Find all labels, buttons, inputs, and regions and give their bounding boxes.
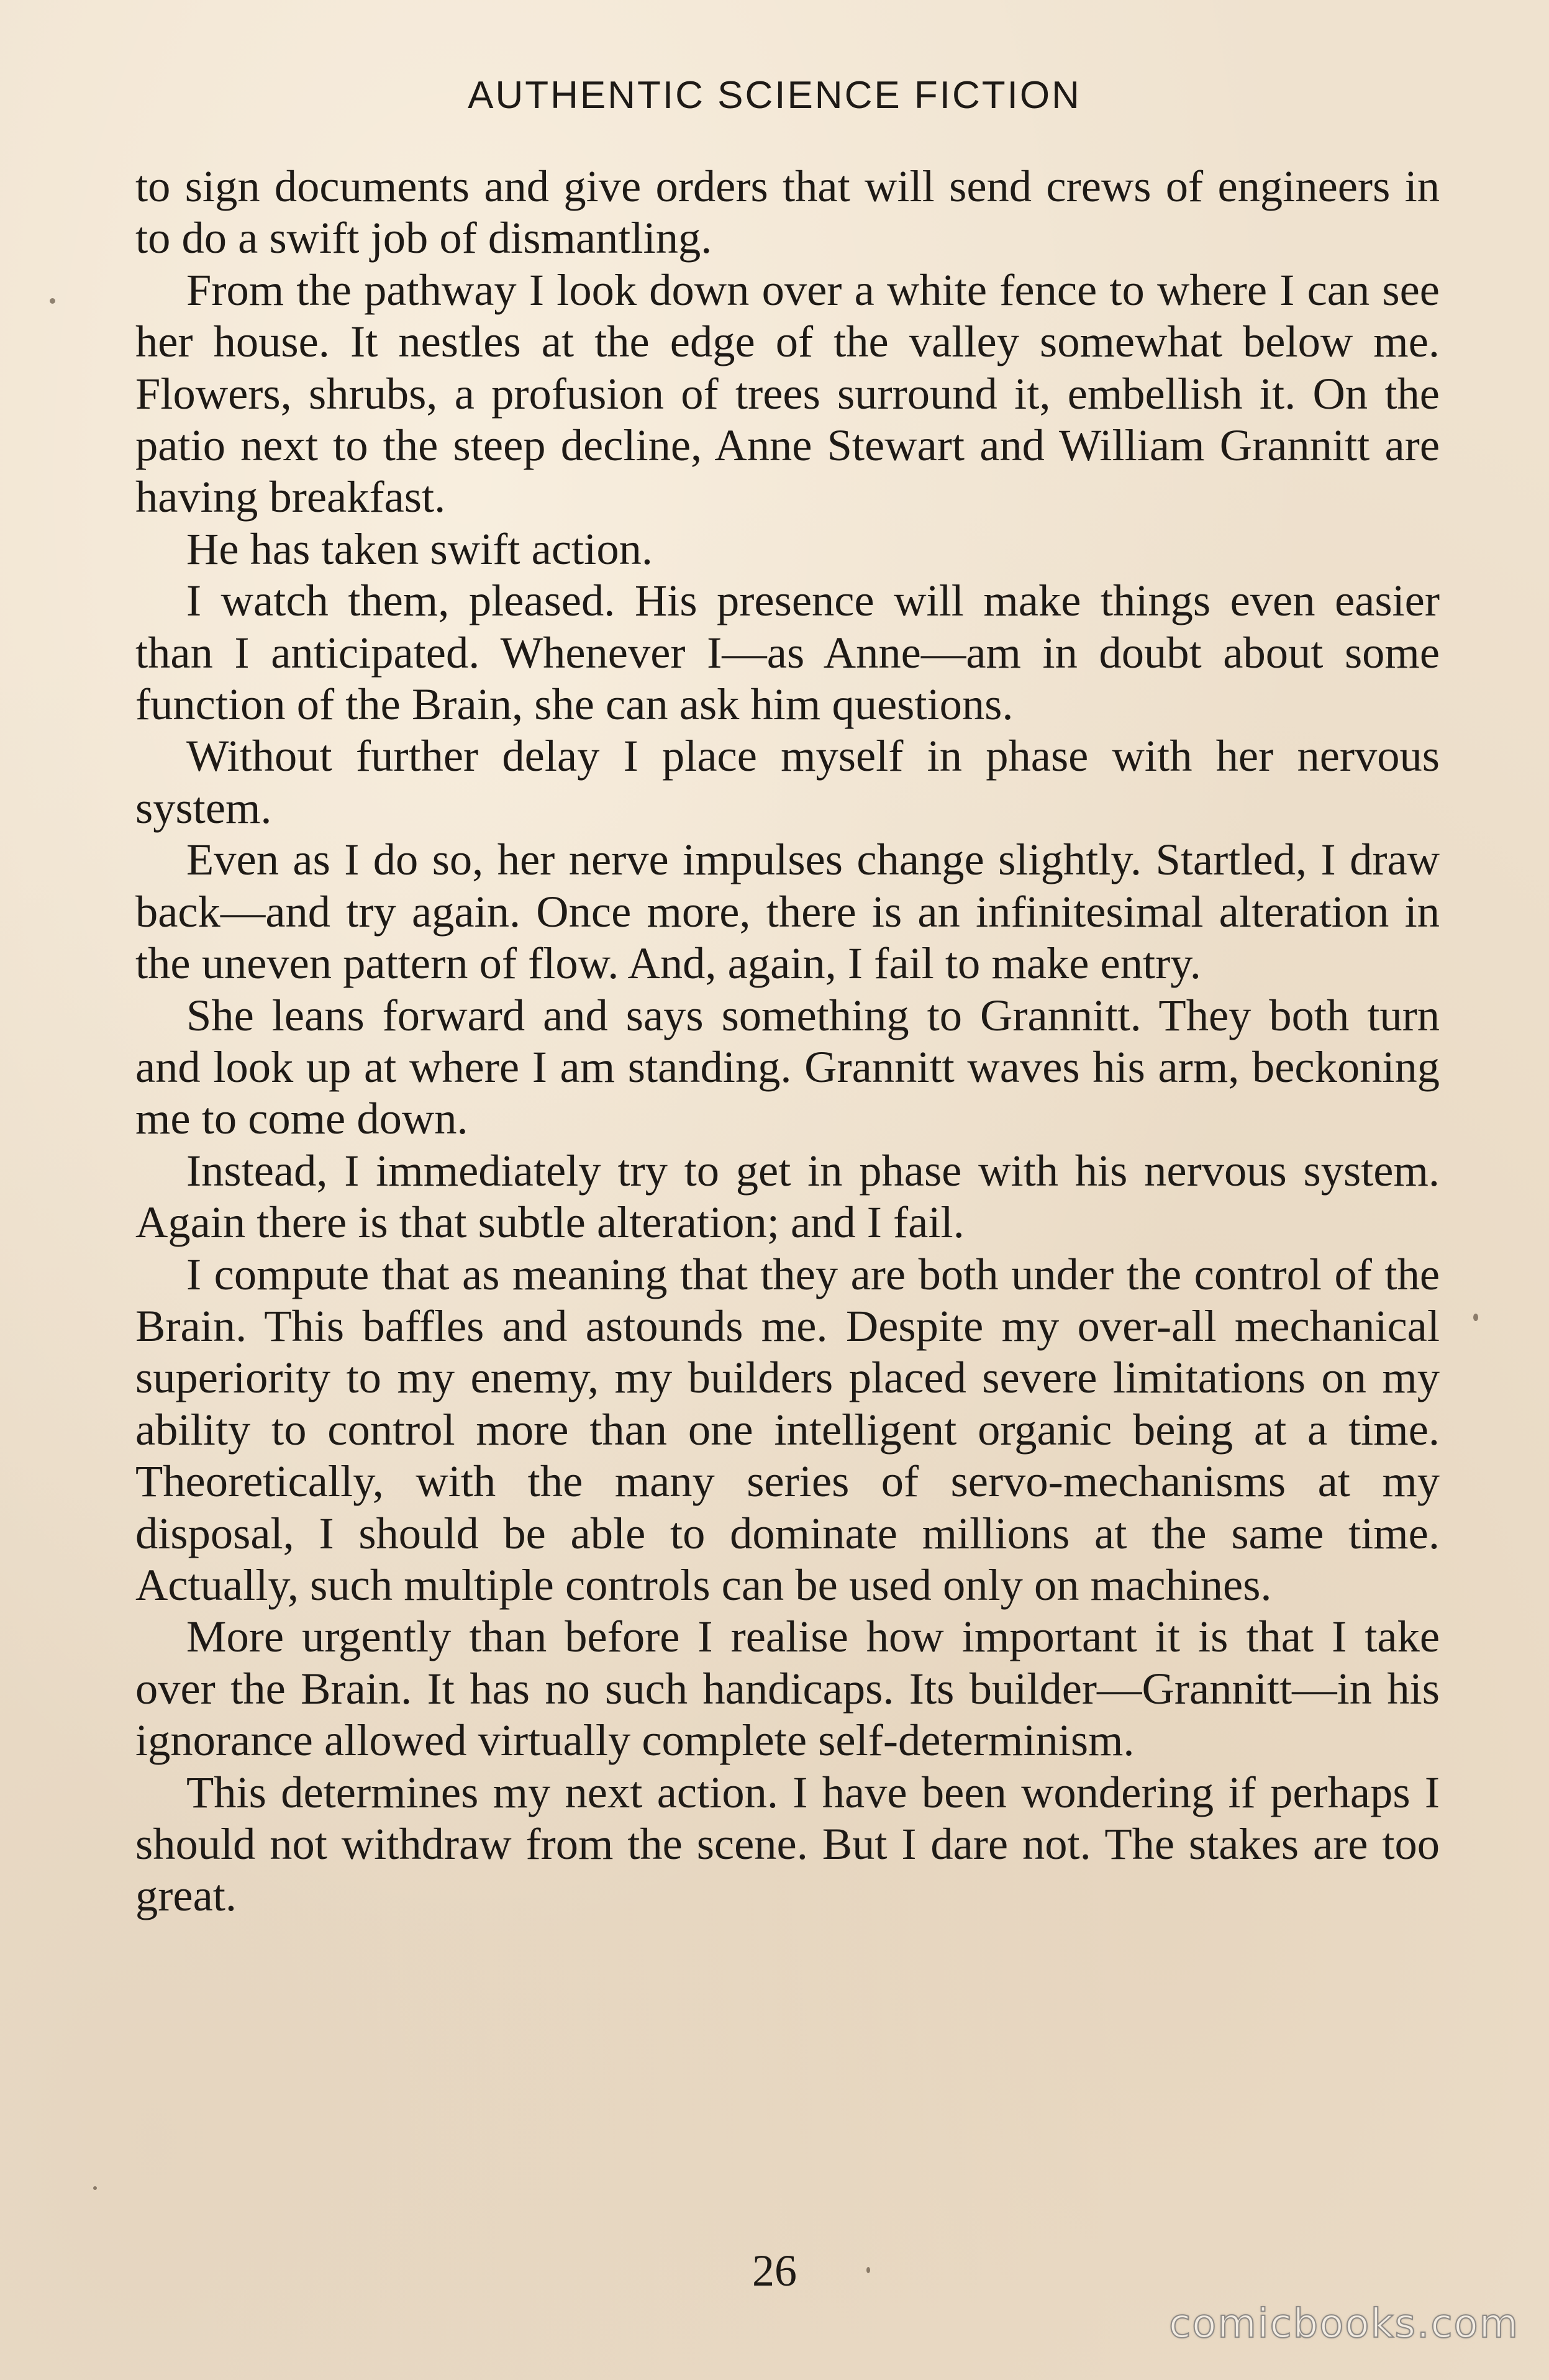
paragraph: to sign documents and give orders that will send crews of engineers in to do a swift job of dismantling. (135, 161, 1440, 263)
running-head: AUTHENTIC SCIENCE FICTION (468, 74, 1081, 117)
paragraph: Instead, I immediately try to get in phase with his nervous system. Again there is that subtle alteration; and I fail. (135, 1145, 1440, 1248)
paragraph: This determines my next action. I have been wondering if perhaps I should not withdraw from the scene. But I dare not. The stakes are too great. (135, 1766, 1440, 1921)
paragraph: I compute that as meaning that they are both under the control of the Brain. This baffles and astounds me. Despite my over-all mechanical superiority to my enemy, my builders placed severe limitations on my ability to control more than one intelligent organic being at a time. Theoretically, with the many series of servo-mechanisms at my disposal, I should be able to dominate millions at the same time. Actually, such multiple controls can be used only on machines. (135, 1248, 1440, 1610)
watermark: comicbooks.com (1168, 2301, 1519, 2347)
paper-speck (93, 2186, 97, 2190)
paragraph: From the pathway I look down over a white fence to where I can see her house. It nestles at the edge of the valley somewhat below me. Flowers, shrubs, a profusion of trees surround it, embellish it. On the patio next to the steep decline, Anne Stewart and William Grannitt are having breakfast. (135, 264, 1440, 522)
paragraph: I watch them, pleased. His presence will make things even easier than I anticipated. Whenever I—as Anne—am in doubt about some function of the Brain, she can ask him questions. (135, 575, 1440, 730)
paragraph: More urgently than before I realise how important it is that I take over the Brain. It has no such handicaps. Its builder—Grannitt—in his ignorance allowed virtually complete self-determinism. (135, 1611, 1440, 1766)
paragraph: Without further delay I place myself in phase with her nervous system. (135, 730, 1440, 833)
paper-speck (1473, 1314, 1478, 1321)
page-number: 26 (752, 2246, 797, 2296)
paper-speck (50, 298, 55, 304)
paragraph: She leans forward and says something to Grannitt. They both turn and look up at where I am standing. Grannitt waves his arm, beckoning me to come down. (135, 989, 1440, 1144)
paper-speck (866, 2267, 870, 2273)
body-text (135, 160, 1440, 1922)
paragraph: He has taken swift action. (186, 523, 653, 574)
paragraph: Even as I do so, her nerve impulses change slightly. Startled, I draw back—and try again. Once more, there is an infinitesimal alteration in the uneven pattern of flow. And, again, I fail to make entry. (135, 834, 1440, 989)
